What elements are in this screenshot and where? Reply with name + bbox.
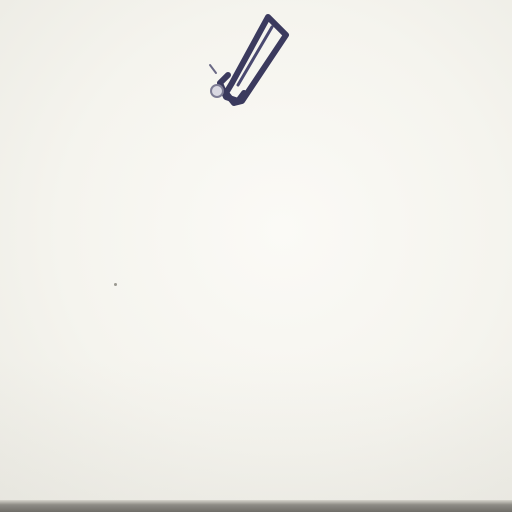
paper-bottom-edge (0, 500, 512, 512)
sketch-tick (210, 65, 216, 73)
sketch-highlight (211, 85, 223, 97)
ink-sketch-icon (190, 5, 300, 115)
ink-speck (114, 283, 117, 286)
sketch-outline (226, 17, 286, 103)
